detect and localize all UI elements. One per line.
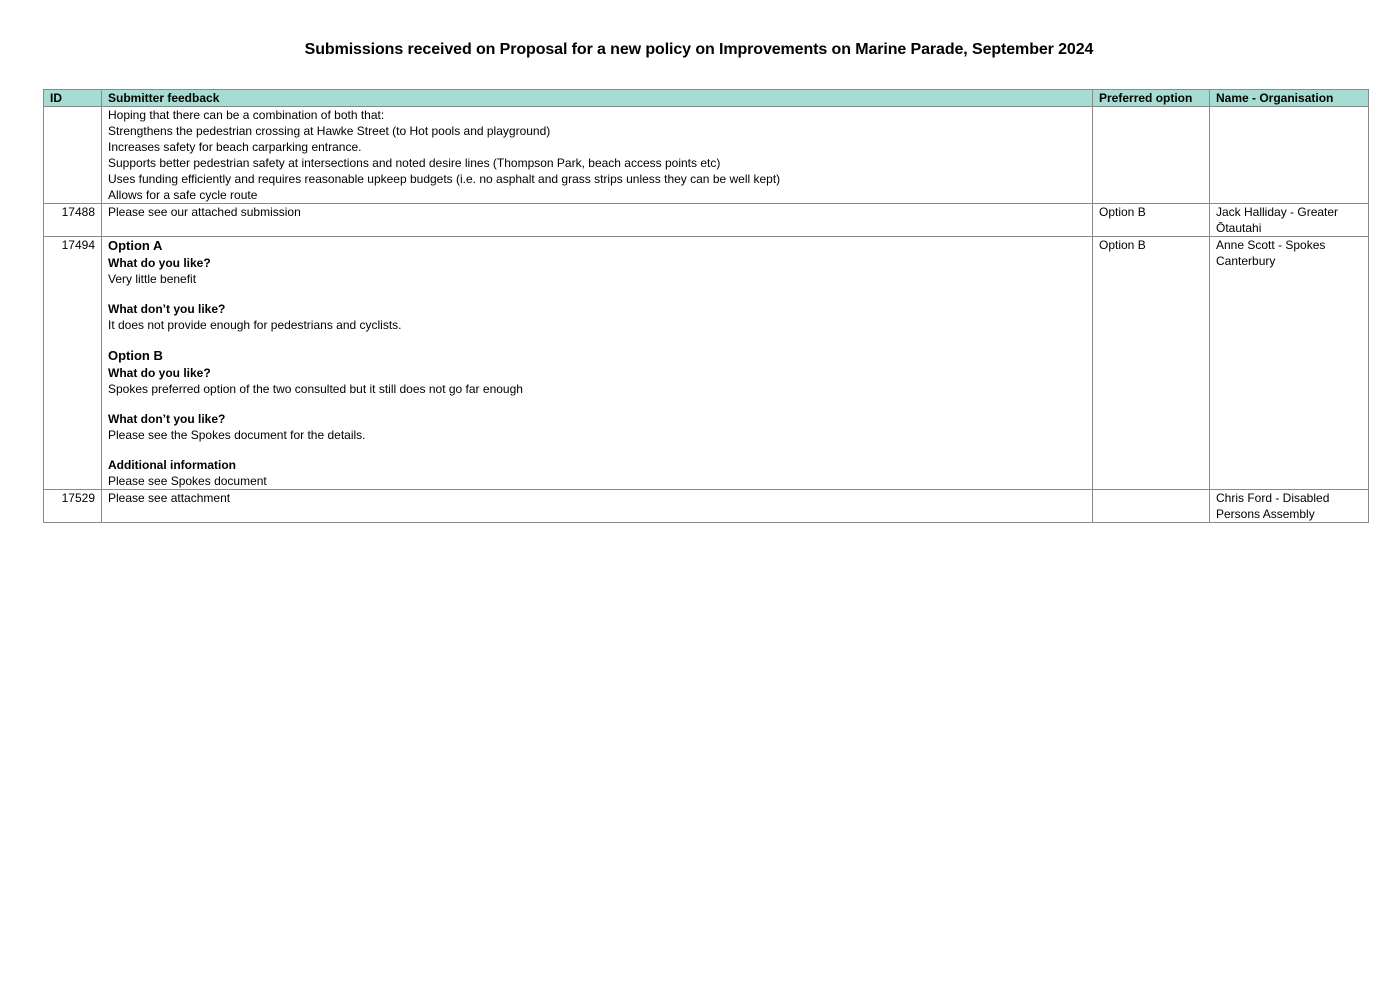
- feedback-line: Strengthens the pedestrian crossing at Hawke Street (to Hot pools and playground): [108, 124, 551, 138]
- table-header-row: [44, 90, 1369, 107]
- row-preferred-option: Option B: [1093, 237, 1210, 490]
- paragraph-spacer: [108, 443, 1086, 457]
- option-b-like-question: What do you like?: [108, 366, 211, 380]
- row-name-organisation: Jack Halliday - Greater Ōtautahi: [1210, 204, 1369, 237]
- column-header-preferred-option: Preferred option: [1093, 90, 1210, 107]
- row-id: 17494: [44, 237, 102, 490]
- option-a-like-answer: Very little benefit: [108, 272, 197, 286]
- column-header-feedback: Submitter feedback: [102, 90, 1093, 107]
- row-feedback: [102, 107, 1093, 204]
- feedback-line: Supports better pedestrian safety at intersections and noted desire lines (Thompson Park, beach access points etc): [108, 156, 721, 170]
- option-b-dislike-question: What don’t you like?: [108, 412, 226, 426]
- option-a-heading: Option A: [108, 238, 163, 253]
- table-row: [44, 490, 1369, 523]
- paragraph-spacer: [108, 287, 1086, 301]
- row-feedback: [102, 237, 1093, 490]
- table-row: [44, 237, 1369, 490]
- submissions-table: [43, 89, 1369, 523]
- option-a-dislike-question: What don’t you like?: [108, 302, 226, 316]
- option-b-like-answer: Spokes preferred option of the two consulted but it still does not go far enough: [108, 382, 523, 396]
- row-id: [44, 107, 102, 204]
- row-name-organisation: Anne Scott - Spokes Canterbury: [1210, 237, 1369, 490]
- row-id: 17488: [44, 204, 102, 237]
- table-row: [44, 107, 1369, 204]
- row-preferred-option: Option B: [1093, 204, 1210, 237]
- feedback-line: Hoping that there can be a combination of both that:: [108, 108, 385, 122]
- column-header-id: ID: [44, 90, 102, 107]
- additional-info-heading: Additional information: [108, 458, 236, 472]
- option-b-dislike-answer: Please see the Spokes document for the details.: [108, 428, 366, 442]
- paragraph-spacer: [108, 397, 1086, 411]
- additional-info-text: Please see Spokes document: [108, 474, 267, 488]
- option-a-dislike-answer: It does not provide enough for pedestrians and cyclists.: [108, 318, 402, 332]
- row-name-organisation: [1210, 107, 1369, 204]
- feedback-line: Allows for a safe cycle route: [108, 188, 258, 202]
- feedback-line: Uses funding efficiently and requires reasonable upkeep budgets (i.e. no asphalt and grass strips unless they can be well kept): [108, 172, 781, 186]
- feedback-line: Increases safety for beach carparking entrance.: [108, 140, 362, 154]
- option-b-heading: Option B: [108, 348, 163, 363]
- row-feedback: Please see our attached submission: [102, 204, 1093, 237]
- row-preferred-option: [1093, 490, 1210, 523]
- option-a-like-question: What do you like?: [108, 256, 211, 270]
- paragraph-spacer: [108, 333, 1086, 347]
- row-feedback: Please see attachment: [102, 490, 1093, 523]
- row-preferred-option: [1093, 107, 1210, 204]
- table-row: [44, 204, 1369, 237]
- row-id: 17529: [44, 490, 102, 523]
- document-title: Submissions received on Proposal for a new policy on Improvements on Marine Parade, September 2024: [304, 41, 1094, 58]
- row-name-organisation: Chris Ford - Disabled Persons Assembly: [1210, 490, 1369, 523]
- column-header-name-organisation: Name - Organisation: [1210, 90, 1369, 107]
